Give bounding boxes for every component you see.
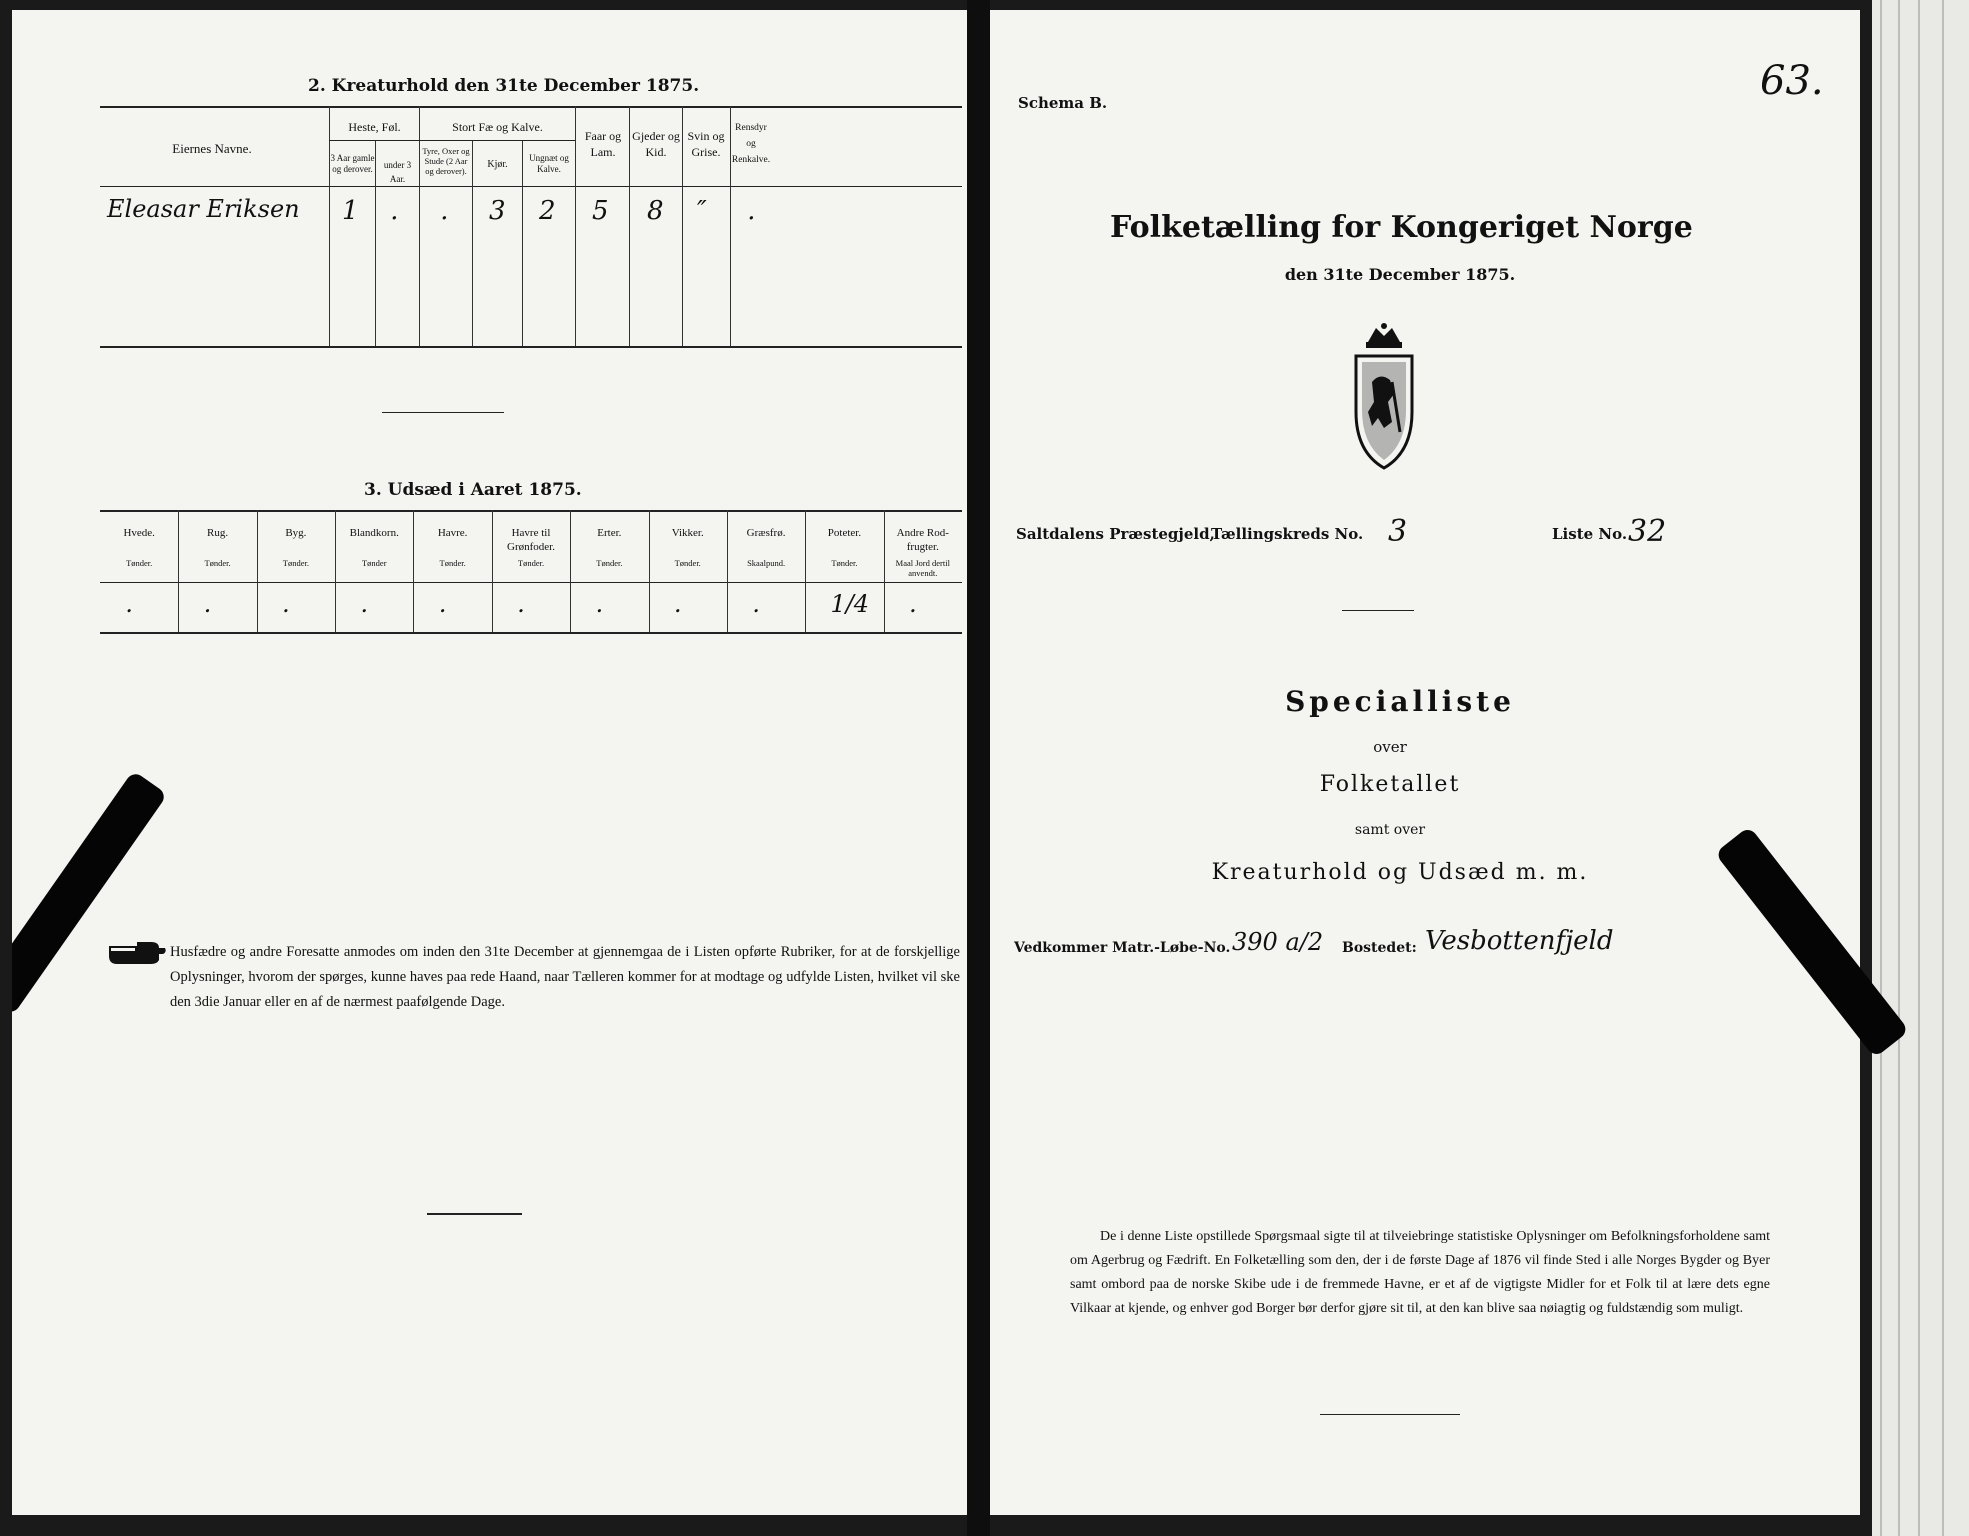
bosted-value: Vesbottenfjeld [1425, 926, 1614, 956]
samt-over-label: samt over [1354, 822, 1426, 838]
col-divider [884, 510, 885, 632]
udsaed-col-header: Havre til Grønfoder. [507, 527, 555, 553]
main-title: Folketælling for Kongeriget Norge [1110, 210, 1693, 245]
udsaed-value: 1/4 [830, 590, 870, 618]
cattle-young-header: Ungnæt og Kalve. [529, 153, 569, 174]
black-tab-marker [12, 770, 168, 1015]
col-divider [649, 510, 650, 632]
udsaed-col-unit: Maal Jord dertil anvendt. [895, 558, 950, 578]
table3-header-rule [100, 582, 962, 583]
horses-adult-value: 1 [342, 196, 359, 226]
udsaed-col-header: Havre. [437, 527, 468, 539]
sheep-header: Faar og Lam. [584, 129, 622, 159]
reindeer-value: ․ [747, 196, 756, 226]
page-edges [1872, 0, 1969, 1536]
book-gutter [967, 0, 990, 1536]
udsaed-col-unit: Tønder. [204, 558, 231, 568]
horses-young-value: ․ [390, 196, 399, 226]
table3-bottom-rule [100, 632, 962, 634]
udsaed-col-unit: Tønder. [674, 558, 701, 568]
udsaed-col-header: Rug. [206, 527, 229, 539]
cattle-cows-header: Kjør. [487, 159, 508, 170]
udsaed-value: ․ [673, 590, 682, 618]
short-divider [1342, 610, 1414, 611]
udsaed-col-unit: Tønder. [439, 558, 466, 568]
col-divider [575, 106, 576, 346]
census-date: den 31te December 1875. [1284, 265, 1516, 284]
bosted-label: Bostedet: [1342, 940, 1417, 956]
section2-title: 2. Kreaturhold den 31te December 1875. [308, 76, 700, 96]
list-label: Liste No. [1552, 525, 1628, 543]
udsaed-col-unit: Tønder. [596, 558, 623, 568]
cattle-bulls-header: Tyre, Oxer og Stude (2 Aar og derover). [422, 146, 470, 176]
udsaed-value: ․ [595, 590, 604, 618]
district-label: Tællingskreds No. [1211, 525, 1364, 543]
cattle-header: Stort Fæ og Kalve. [452, 120, 543, 134]
udsaed-value: ․ [281, 590, 290, 618]
col-divider [570, 510, 571, 632]
udsaed-col-unit: Tønder. [126, 558, 153, 568]
udsaed-col-header: Andre Rod-frugter. [896, 527, 949, 553]
notice-text: Husfædre og andre Foresatte anmodes om inden den 31te December at gjennemgaa de i Listen opførte Rubriker, for at de forskjellige Oplysninger, hvorom der spørges, kunne haves paa rede Haand, naar Tælleren kommer for at modtage og udfylde Listen, hvilket vil ske den 3die Januar eller en af de nærmest paafølgende Dage. [170, 944, 960, 1010]
schema-label: Schema B. [1018, 94, 1108, 112]
udsaed-col-header: Byg. [285, 527, 307, 539]
sheep-value: 5 [592, 196, 609, 226]
table3-top-rule [100, 510, 962, 512]
kreatur-label: Kreaturhold og Udsæd m. m. [1211, 860, 1589, 885]
col-divider [682, 106, 683, 346]
udsaed-value: ․ [517, 590, 526, 618]
matr-value: 390 a/2 [1232, 928, 1324, 956]
left-page [12, 10, 967, 1515]
col-divider [492, 510, 493, 632]
udsaed-value: ․ [438, 590, 447, 618]
table2-header-rule [100, 186, 962, 187]
udsaed-value: ․ [908, 590, 917, 618]
norway-coat-of-arms-icon [1348, 322, 1420, 472]
goats-value: 8 [647, 196, 664, 226]
col-divider [727, 510, 728, 632]
owner-name: Eleasar Eriksen [107, 195, 300, 223]
special-title: Specialliste [1285, 685, 1515, 718]
cattle-group-rule [419, 140, 575, 141]
goats-header: Gjeder og Kid. [632, 129, 680, 159]
udsaed-col-header: Poteter. [827, 527, 862, 539]
udsaed-col-unit: Tønder. [282, 558, 309, 568]
table2-top-rule [100, 106, 962, 108]
col-divider [178, 510, 179, 632]
horses-adult-header: 3 Aar gamle og derover. [330, 153, 375, 174]
horses-young-header: under 3 Aar. [383, 160, 412, 184]
table2-bottom-rule [100, 346, 962, 348]
udsaed-value: ․ [125, 590, 134, 618]
col-divider [805, 510, 806, 632]
udsaed-col-header: Hvede. [123, 527, 155, 539]
list-value: 32 [1628, 514, 1667, 549]
bleed-through-text [102, 355, 109, 374]
bottom-divider [1320, 1414, 1460, 1415]
folketallet-label: Folketallet [1319, 772, 1461, 797]
footer-text: De i denne Liste opstillede Spørgsmaal sigte til at tilveiebringe statistiske Oplysninger om Befolkningsforholdene samt om Agerbrug og Fædrift. En Folketælling som den, der i de første Dage af 1876 vil finde Sted i alle Norges Bygder og Byer samt ombord paa de norske Skibe ude i de fremmede Havne, er et af de vigtigste Midler for et Folk til at lære dets egne Vilkaar at kjende, og enhver god Borger bør derfor gjøre sit til, at den kan blive saa nøiagtig og fuldstændig som muligt. [1070, 1229, 1770, 1316]
short-divider [382, 412, 504, 413]
col-divider [629, 106, 630, 346]
pigs-value: ″ [697, 196, 707, 226]
owners-header: Eiernes Navne. [172, 141, 252, 156]
pigs-header: Svin og Grise. [687, 129, 725, 159]
reindeer-header: Rensdyr og Renkalve. [731, 123, 771, 165]
col-divider [335, 510, 336, 632]
right-page [990, 10, 1860, 1515]
cattle-young-value: 2 [539, 196, 556, 226]
col-divider [329, 106, 330, 346]
col-divider [257, 510, 258, 632]
pointing-hand-icon [107, 938, 167, 966]
cattle-bulls-value: ․ [440, 196, 449, 226]
udsaed-value: ․ [752, 590, 761, 618]
short-divider-bottom [427, 1213, 522, 1215]
udsaed-col-unit: Tønder. [517, 558, 545, 568]
district-value: 3 [1388, 514, 1408, 549]
horses-header: Heste, Føl. [348, 120, 401, 134]
udsaed-col-unit: Skaalpund. [747, 558, 786, 568]
udsaed-value: ․ [203, 590, 212, 618]
udsaed-col-unit: Tønder. [831, 558, 858, 568]
parish-label: Saltdalens Præstegjeld, [1016, 525, 1215, 543]
udsaed-col-header: Vikker. [671, 527, 704, 539]
section3-title: 3. Udsæd i Aaret 1875. [364, 480, 582, 500]
udsaed-value: ․ [360, 590, 369, 618]
cattle-cows-value: 3 [489, 196, 506, 226]
udsaed-col-header: Blandkorn. [349, 527, 399, 539]
over-label: over [1373, 738, 1407, 756]
horse-group-rule [329, 140, 419, 141]
col-divider [419, 106, 420, 346]
matr-label: Vedkommer Matr.-Løbe-No. [1014, 940, 1231, 956]
col-divider [413, 510, 414, 632]
udsaed-col-header: Græsfrø. [746, 527, 786, 539]
page-number: 63. [1760, 58, 1824, 104]
udsaed-col-unit: Tønder [361, 558, 387, 568]
udsaed-col-header: Erter. [597, 527, 622, 539]
